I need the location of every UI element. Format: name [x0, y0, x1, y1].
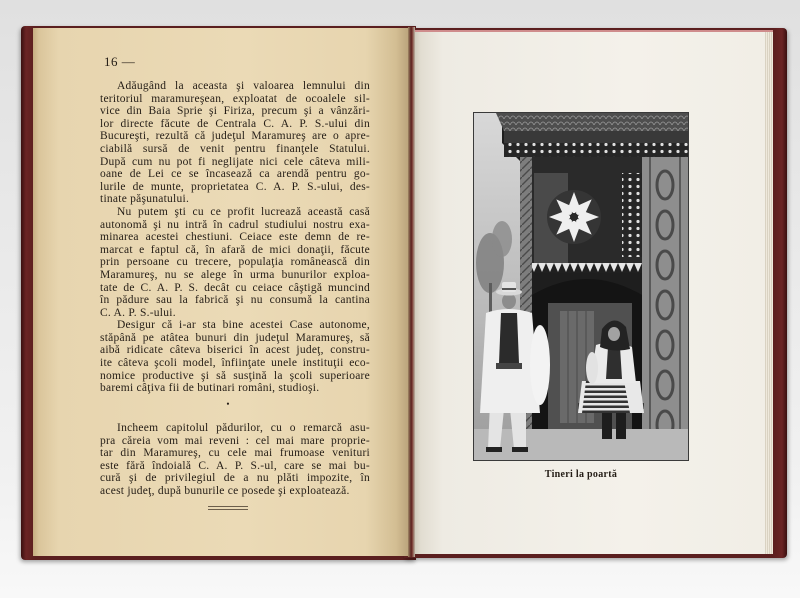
text-line: tate de C. A. P. S. decât cu ceiace câştigă muncind — [100, 281, 370, 294]
text-line: lurile de munte, proprietatea C. A. P. S.-ului, des- — [100, 180, 370, 193]
paragraph — [100, 80, 370, 206]
text-line: baremi câţiva fii de butinari români, studioşi. — [100, 382, 320, 395]
woman-boot — [616, 409, 626, 439]
text-line: ite câteva şcoli model, înfiinţate unele instituţii eco- — [100, 357, 370, 370]
photograph — [474, 113, 688, 460]
rosette-center — [570, 213, 578, 221]
text-line: Maramureş, nu se alege în urma bunurilor exploa- — [100, 268, 370, 281]
text-line: tar din Maramureş, cu cele mai frumoase venituri — [100, 447, 370, 460]
text-line: cură şi de privilegiul de a nu plăti impozite, în — [100, 472, 370, 485]
woman-vest — [606, 347, 622, 379]
text-line: Adăugând la aceasta şi valoarea lemnului din — [117, 80, 370, 92]
text-line: nomice productive şi să susţină la şcoli superioare — [100, 369, 370, 382]
text-line: Incheem capitolul pădurilor, cu o remarcă asu- — [117, 422, 370, 434]
ornamental-rule — [208, 506, 248, 510]
text-line: marcat e faptul că, în afară de mici donaţii, făcute — [100, 243, 370, 256]
photo-ground — [474, 429, 688, 460]
man-boot — [486, 447, 502, 452]
photo-image — [474, 113, 688, 460]
paragraph — [100, 422, 370, 498]
text-line: minarea acestei chestiuni. Ceiace este demn de re- — [100, 231, 370, 244]
photo-zigzag-carving — [530, 263, 642, 273]
photo-rosette — [547, 190, 601, 244]
man-sleeve — [530, 325, 550, 405]
text-line: Desigur că i-ar sta bine acestei Case autonome, — [117, 319, 370, 332]
text-line: pra căreia vom mai reveni : cel mai mare proprie- — [100, 434, 370, 447]
man-belt — [496, 363, 522, 369]
paragraph — [100, 206, 370, 319]
page-edges — [765, 32, 773, 554]
page-number: 16 — — [104, 54, 136, 69]
text-line: Bucureşti, rezultă că judeţul Maramureş are o apre- — [100, 130, 370, 143]
photo-beam — [504, 131, 688, 143]
text-line: autonomă şi nu intră în cadrul studiului nostru exa- — [100, 218, 370, 231]
body-text — [100, 80, 370, 395]
woman-striped-apron — [582, 381, 630, 413]
paragraph — [100, 319, 370, 395]
man-boot — [512, 447, 528, 452]
text-line: aibă ridicate câteva biserici în acest judeţ, constru- — [100, 344, 370, 357]
text-line: tinate păşunatului. — [100, 193, 190, 206]
text-line: este fără îndoială C. A. P. S.-ul, care se mai bu- — [100, 459, 370, 472]
text-line: prin persoane cu trecere, populaţia românească din — [100, 256, 370, 269]
right-page — [413, 30, 773, 554]
text-line: lor directe făcute de Centrala C. A. P. S.-ului din — [100, 117, 370, 130]
text-line: stăpână pe atâtea bunuri din judeţul Maramureş, să — [100, 331, 370, 344]
book-gutter — [408, 27, 415, 557]
man-vest — [499, 313, 519, 363]
section-separator: • — [226, 399, 230, 409]
text-line: teritoriul maramureşean, exploatat de ocoalele sil- — [100, 92, 370, 105]
photo-caption: Tineri la poartă — [544, 469, 618, 480]
text-line: C. A. P. S.-ului. — [100, 306, 176, 319]
photo-dotted-carving — [622, 173, 642, 257]
text-line: Nu putem şti cu ce profit lucrează această casă — [117, 205, 370, 218]
woman-face — [608, 327, 620, 341]
text-line: După cum nu pot fi neglijate nici cele câteva mili- — [100, 155, 370, 168]
text-line: ciabilă sursă de venit pentru finanţele Statului. — [100, 142, 370, 155]
man-hat-crown — [502, 282, 516, 292]
photo-carved-band — [504, 143, 688, 157]
tree-foliage — [492, 221, 512, 257]
closing-text — [100, 422, 370, 498]
left-page — [33, 28, 411, 556]
woman-arm — [586, 352, 598, 384]
text-line: oane de Lei ce se încasează ca arendă pentru go- — [100, 168, 370, 181]
woman-boot — [602, 409, 612, 439]
man-hat-band — [502, 288, 516, 290]
text-line: în pădure sau la fabrică şi nu consumă la cantina — [100, 294, 370, 307]
photo-right-pillar — [642, 157, 688, 460]
text-line: acest judeţ, după bunurile ce posede şi exploatează. — [100, 484, 350, 497]
text-line: vice din Baia Sprie şi Firiza, precum şi a vânzări- — [100, 105, 370, 118]
